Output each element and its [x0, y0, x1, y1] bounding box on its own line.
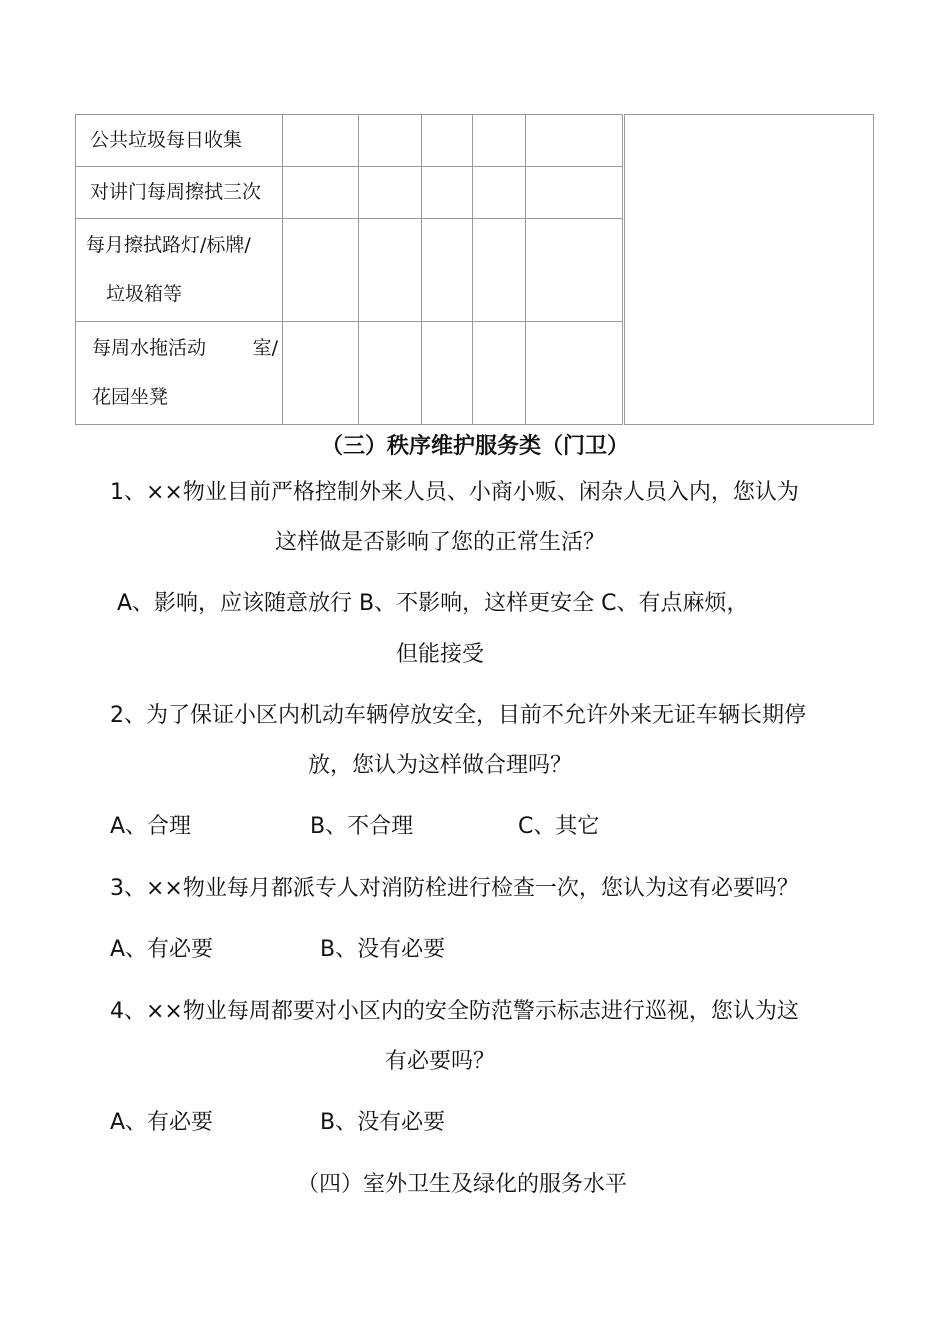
row-label: 每周水拖活动 室/ 花园坐凳	[76, 321, 283, 424]
rating-cell[interactable]	[359, 321, 422, 424]
question-4-continued: 有必要吗？	[384, 1049, 495, 1074]
section-title: （三）秩序维护服务类（门卫）	[320, 434, 629, 459]
remarks-cell[interactable]	[624, 115, 874, 425]
option-a[interactable]: A、合理	[110, 814, 192, 839]
rating-cell[interactable]	[422, 219, 473, 322]
rating-cell[interactable]	[473, 115, 526, 167]
option-a[interactable]: A、有必要	[110, 937, 214, 962]
option-c[interactable]: C、其它	[518, 814, 600, 839]
rating-cell[interactable]	[473, 219, 526, 322]
table-row	[76, 115, 874, 167]
rating-cell[interactable]	[283, 321, 359, 424]
rating-cell[interactable]	[283, 219, 359, 322]
rating-cell[interactable]	[422, 321, 473, 424]
row-label: 对讲门每周擦拭三次	[76, 167, 283, 219]
rating-cell[interactable]	[526, 167, 624, 219]
question-4: 4、××物业每周都要对小区内的安全防范警示标志进行巡视，您认为这	[110, 999, 799, 1024]
rating-cell[interactable]	[526, 219, 624, 322]
rating-cell[interactable]	[359, 219, 422, 322]
option-b[interactable]: B、没有必要	[320, 937, 446, 962]
survey-table	[75, 114, 874, 425]
option-a[interactable]: A、有必要	[110, 1110, 214, 1135]
question-2: 2、为了保证小区内机动车辆停放安全，目前不允许外来无证车辆长期停	[110, 703, 806, 728]
question-1-options-continued: 但能接受	[395, 642, 484, 667]
rating-cell[interactable]	[359, 115, 422, 167]
rating-cell[interactable]	[526, 321, 624, 424]
rating-cell[interactable]	[473, 321, 526, 424]
rating-cell[interactable]	[283, 167, 359, 219]
question-1-options: A、影响，应该随意放行 B、不影响，这样更安全 C、有点麻烦，	[117, 591, 749, 616]
option-b[interactable]: B、没有必要	[320, 1110, 446, 1135]
rating-cell[interactable]	[473, 167, 526, 219]
rating-cell[interactable]	[422, 167, 473, 219]
section-4-title: （四）室外卫生及绿化的服务水平	[296, 1172, 627, 1197]
rating-cell[interactable]	[526, 115, 624, 167]
question-1-continued: 这样做是否影响了您的正常生活？	[274, 530, 605, 555]
option-b[interactable]: B、不合理	[310, 814, 414, 839]
question-2-continued: 放，您认为这样做合理吗？	[307, 753, 572, 778]
rating-cell[interactable]	[359, 167, 422, 219]
row-label: 每月擦拭路灯/标牌/ 垃圾箱等	[76, 219, 283, 322]
rating-cell[interactable]	[422, 115, 473, 167]
rating-cell[interactable]	[283, 115, 359, 167]
question-1: 1、××物业目前严格控制外来人员、小商小贩、闲杂人员入内，您认为	[110, 480, 799, 505]
row-label: 公共垃圾每日收集	[76, 115, 283, 167]
question-3: 3、××物业每月都派专人对消防栓进行检查一次，您认为这有必要吗？	[110, 876, 799, 901]
